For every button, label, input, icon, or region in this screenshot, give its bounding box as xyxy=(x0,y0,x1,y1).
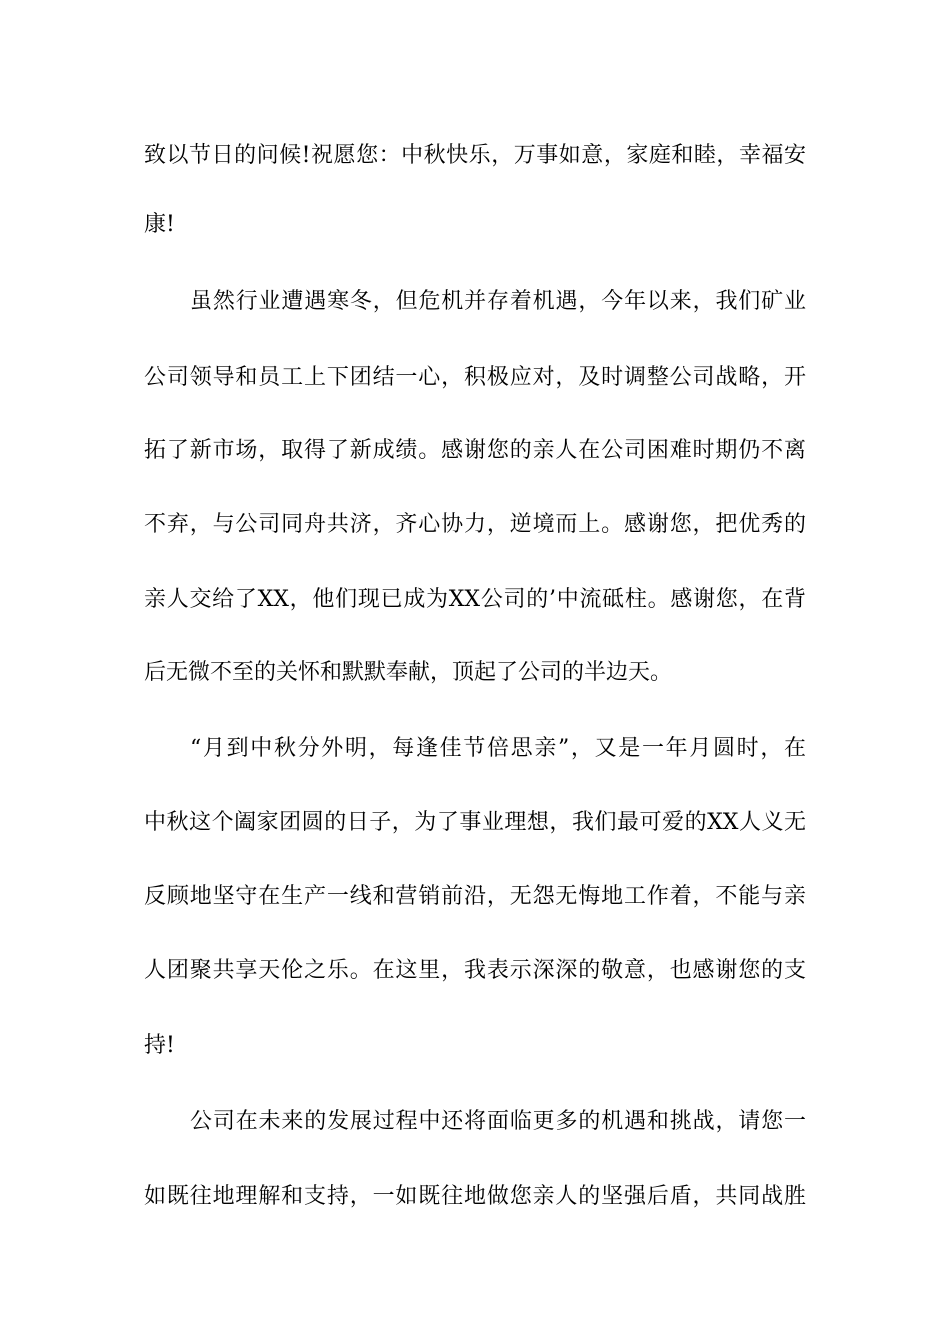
text-line: 人团聚共享天伦之乐。在这里，我表示深深的敬意，也感谢您的支 xyxy=(144,958,806,983)
text-line: 后无微不至的关怀和默默奉献，顶起了公司的半边天。 xyxy=(144,660,673,685)
text-line: 持! xyxy=(144,1033,175,1058)
text-line: 致以节日的问候!祝愿您：中秋快乐，万事如意，家庭和睦，幸福安 xyxy=(144,143,806,168)
text-line: 康! xyxy=(144,212,175,237)
text-line: 如既往地理解和支持，一如既往地做您亲人的坚强后盾，共同战胜 xyxy=(144,1184,806,1209)
text-line: 不弃，与公司同舟共济，齐心协力，逆境而上。感谢您，把优秀的 xyxy=(144,512,806,537)
text-line: 公司领导和员工上下团结一心，积极应对，及时调整公司战略，开 xyxy=(144,365,806,390)
text-line: 中秋这个阖家团圆的日子，为了事业理想，我们最可爱的XX人义无 xyxy=(144,810,806,835)
text-line: 反顾地坚守在生产一线和营销前沿，无怨无悔地工作着，不能与亲 xyxy=(144,884,806,909)
text-line: “月到中秋分外明，每逢佳节倍思亲”，又是一年月圆时，在 xyxy=(190,736,806,761)
text-line: 虽然行业遭遇寒冬，但危机并存着机遇，今年以来，我们矿业 xyxy=(190,289,806,314)
text-line: 公司在未来的发展过程中还将面临更多的机遇和挑战，请您一 xyxy=(190,1109,806,1134)
text-line: 亲人交给了XX，他们现已成为XX公司的’中流砥柱。感谢您，在背 xyxy=(144,587,806,612)
text-line: 拓了新市场，取得了新成绩。感谢您的亲人在公司困难时期仍不离 xyxy=(144,438,806,463)
